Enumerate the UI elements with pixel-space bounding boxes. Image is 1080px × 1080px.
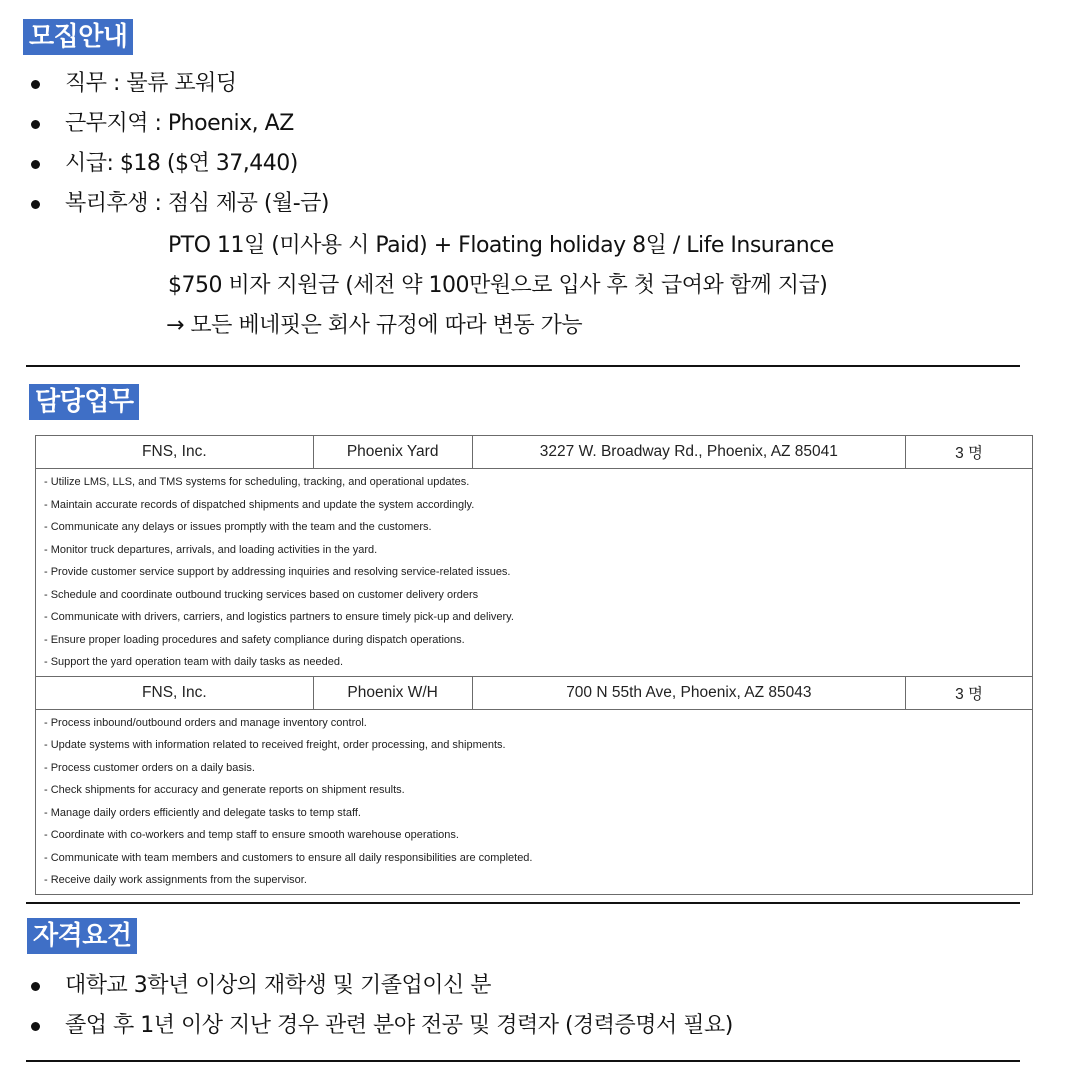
duties-table [35,435,1033,895]
tasks-cell [36,469,1033,677]
wage-item: 시급: $18 ($연 37,440) [0,144,329,184]
task-item: - Provide customer service support by addressing inquiries and resolving service-related issues. [44,566,511,578]
task-item: - Check shipments for accuracy and generate reports on shipment results. [44,784,405,796]
task-item: - Schedule and coordinate outbound trucking services based on customer delivery orders [44,588,479,601]
task-item: - Manage daily orders efficiently and delegate tasks to temp staff. [44,806,361,819]
benefit-line-visa: $750 비자 지원금 (세전 약 100만원으로 입사 후 첫 급여와 함께 지급) [168,273,828,298]
position-tasks-row [36,469,1033,677]
position-header-row [36,676,1033,709]
job-item: 직무 : 물류 포워딩 [0,64,329,104]
task-item: - Process customer orders on a daily basis. [44,761,255,774]
position-tasks-row [36,709,1033,894]
qualifications-title: 자격요건 [27,918,137,954]
location-item: 근무지역 : Phoenix, AZ [0,104,329,144]
benefits-item: 복리후생 : 점심 제공 (월-금) [0,184,329,224]
task-item: - Support the yard operation team with daily tasks as needed. [44,656,344,668]
task-item: - Ensure proper loading procedures and safety compliance during dispatch operations. [44,633,465,646]
recruitment-title: 모집안내 [23,19,133,55]
headcount-cell: 3 명 [906,676,1033,709]
tasks-cell [36,709,1033,894]
company-cell: FNS, Inc. [36,436,314,469]
company-cell: FNS, Inc. [36,676,314,709]
task-item: - Utilize LMS, LLS, and TMS systems for scheduling, tracking, and operational updates. [44,476,470,488]
recruitment-list [0,64,329,224]
qualifications-list [0,966,733,1046]
address-cell: 3227 W. Broadway Rd., Phoenix, AZ 85041 [472,436,906,469]
section-divider [26,902,1020,904]
duties-title: 담당업무 [29,384,139,420]
position-header-row [36,436,1033,469]
qualification-item: 대학교 3학년 이상의 재학생 및 기졸업이신 분 [0,966,733,1006]
task-item: - Coordinate with co-workers and temp staff to ensure smooth warehouse operations. [44,829,459,841]
benefit-line-note: → 모든 베네핏은 회사 규정에 따라 변동 가능 [166,313,583,338]
task-item: - Update systems with information related to received freight, order processing, and shipments. [44,739,506,751]
headcount-cell: 3 명 [906,436,1033,469]
task-item: - Receive daily work assignments from the supervisor. [44,874,307,886]
task-item: - Maintain accurate records of dispatched shipments and update the system accordingly. [44,498,475,511]
task-item: - Monitor truck departures, arrivals, and loading activities in the yard. [44,543,378,556]
task-item: - Communicate with drivers, carriers, and logistics partners to ensure timely pick-up and delivery. [44,611,514,623]
qualification-item: 졸업 후 1년 이상 지난 경우 관련 분야 전공 및 경력자 (경력증명서 필요) [0,1006,733,1046]
site-cell: Phoenix Yard [313,436,472,469]
section-divider [26,365,1020,367]
site-cell: Phoenix W/H [313,676,472,709]
benefit-line-pto: PTO 11일 (미사용 시 Paid) + Floating holiday 8일 / Life Insurance [168,233,834,258]
address-cell: 700 N 55th Ave, Phoenix, AZ 85043 [472,676,906,709]
task-item: - Communicate with team members and customers to ensure all daily responsibilities are completed. [44,851,533,864]
task-item: - Process inbound/outbound orders and manage inventory control. [44,716,367,729]
section-divider [26,1060,1020,1062]
task-item: - Communicate any delays or issues promptly with the team and the customers. [44,521,432,533]
